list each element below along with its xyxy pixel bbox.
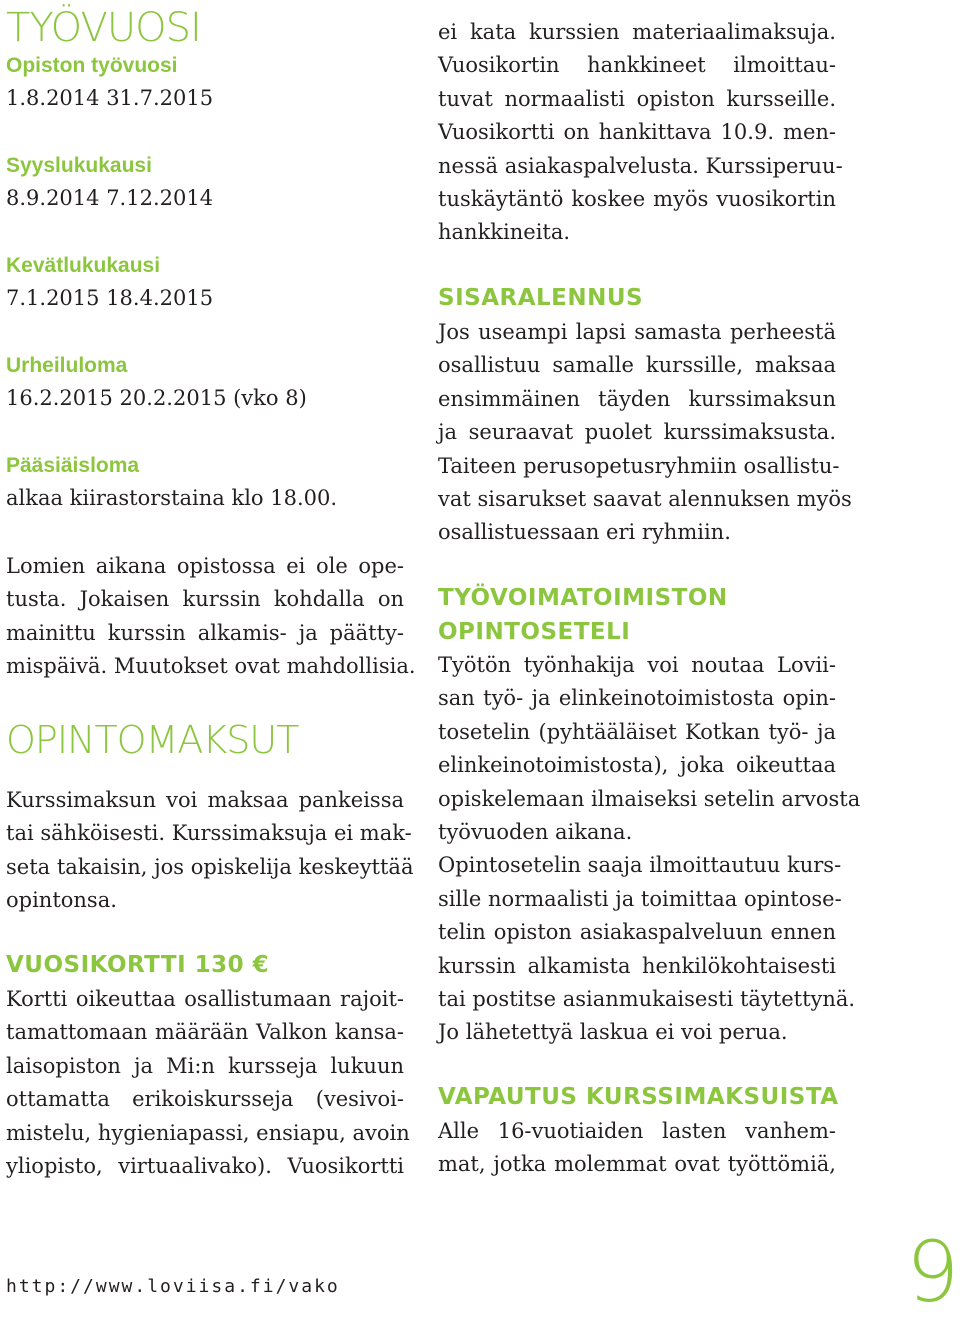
period-ski-holiday [6, 350, 307, 414]
text-line: Vuosikortin hankkineet ilmoittau- [438, 53, 836, 78]
text-line: nessä asiakaspalvelusta. Kurssiperuu- [438, 153, 843, 178]
holiday-note [6, 550, 416, 684]
period-value: 1.8.2014 31.7.2015 [6, 86, 214, 110]
text-line: opiskelemaan ilmaiseksi setelin arvosta [438, 786, 861, 811]
text-line: tai sähköisesti. Kurssimaksuja ei mak- [6, 821, 412, 846]
text-line: Lomien aikana opistossa ei ole ope- [6, 554, 404, 578]
text-line: seta takaisin, jos opiskelija keskeyttää [6, 854, 414, 879]
annual-card-heading: VUOSIKORTTI 130 € [6, 952, 270, 978]
text-line: osallistuu samalle kurssille, maksaa [438, 353, 836, 378]
text-line: sille normaalisti ja toimittaa opintose- [438, 886, 842, 911]
period-label: Urheiluloma [6, 354, 128, 377]
text-line: mispäivä. Muutokset ovat mahdollisia. [6, 654, 416, 679]
text-line: yliopisto, virtuaalivako). Vuosikortti [6, 1154, 404, 1179]
text-line: mistelu, hygieniapassi, ensiapu, avoin [6, 1120, 410, 1145]
text-line: vat sisarukset saavat alennuksen myös [438, 487, 852, 512]
text-line: Kurssimaksun voi maksaa pankeissa [6, 788, 404, 812]
page-title: TYÖVUOSI [6, 5, 201, 51]
voucher-heading-line: OPINTOSETELI [438, 619, 631, 645]
text-line: työvuoden aikana. [438, 820, 633, 845]
sibling-text [438, 316, 852, 550]
footer-url-link[interactable]: http://www.loviisa.fi/vako [6, 1276, 340, 1297]
fees-text [6, 784, 414, 918]
fees-heading: OPINTOMAKSUT [6, 718, 299, 762]
period-spring [6, 250, 213, 314]
text-line: tai postitse asianmukaisesti täytettynä. [438, 987, 856, 1012]
annual-card-text-right [438, 16, 843, 250]
text-line: tamattomaan määrään Valkon kansa- [6, 1020, 404, 1045]
text-line: opintonsa. [6, 888, 117, 913]
period-label: Pääsiäisloma [6, 454, 140, 477]
text-line: tuvat normaalisti opiston kursseille. [438, 86, 836, 111]
text-line: laisopiston ja Mi:n kursseja lukuun [6, 1053, 404, 1078]
text-line: telin opiston asiakaspalveluun ennen [438, 920, 836, 945]
period-work-year [6, 50, 213, 114]
text-line: Opintosetelin saaja ilmoittautuu kurs- [438, 853, 842, 878]
exemption-text [438, 1115, 836, 1182]
text-line: ottamatta erikoiskursseja (vesivoi- [6, 1087, 404, 1112]
period-label: Kevätlukukausi [6, 254, 161, 277]
period-value: alkaa kiirastorstaina klo 18.00. [6, 486, 338, 510]
text-line: Taiteen perusopetusryhmiin osallistu- [438, 453, 840, 478]
period-easter [6, 450, 337, 514]
text-line: ensimmäinen täyden kurssimaksun [438, 386, 836, 411]
page-number: 9 [906, 1223, 960, 1321]
text-line: mainittu kurssin alkamis- ja päätty- [6, 620, 404, 645]
text-line: kurssin alkamista henkilökohtaisesti [438, 953, 836, 978]
text-line: Työtön työnhakija voi noutaa Lovii- [438, 653, 836, 677]
voucher-heading [438, 581, 728, 649]
period-label: Syyslukukausi [6, 154, 152, 177]
sibling-heading: SISARALENNUS [438, 285, 644, 311]
voucher-heading-line: TYÖVOIMATOIMISTON [438, 585, 728, 611]
annual-card-text-left [6, 983, 410, 1183]
text-line: tusta. Jokaisen kurssin kohdalla on [6, 587, 404, 612]
text-line: elinkeinotoimistosta), joka oikeuttaa [438, 753, 836, 778]
text-line: Vuosikortti on hankittava 10.9. men- [438, 120, 836, 145]
text-line: tosetelin (pyhtääläiset Kotkan työ- ja [438, 719, 836, 744]
text-line: Kortti oikeuttaa osallistumaan rajoit- [6, 987, 404, 1011]
text-line: Alle 16-vuotiaiden lasten vanhem- [438, 1119, 836, 1143]
text-line: osallistuessaan eri ryhmiin. [438, 520, 731, 545]
text-line: tuskäytäntö koskee myös vuosikortin [438, 187, 836, 212]
text-line: Jos useampi lapsi samasta perheestä [438, 320, 836, 344]
text-line: ei kata kurssien materiaalimaksuja. [438, 20, 836, 44]
exemption-heading: VAPAUTUS KURSSIMAKSUISTA [438, 1084, 839, 1110]
text-line: Jo lähetettyä laskua ei voi perua. [438, 1020, 788, 1045]
text-line: hankkineita. [438, 220, 571, 245]
period-label: Opiston työvuosi [6, 54, 178, 77]
period-value: 16.2.2015 20.2.2015 (vko 8) [6, 386, 307, 410]
text-line: san työ- ja elinkeinotoimistosta opin- [438, 686, 836, 711]
period-value: 7.1.2015 18.4.2015 [6, 286, 214, 310]
period-autumn [6, 150, 213, 214]
text-line: mat, jotka molemmat ovat työttömiä, [438, 1152, 836, 1177]
period-value: 8.9.2014 7.12.2014 [6, 186, 214, 210]
text-line: ja seuraavat puolet kurssimaksusta. [438, 420, 836, 445]
voucher-text [438, 649, 861, 1050]
